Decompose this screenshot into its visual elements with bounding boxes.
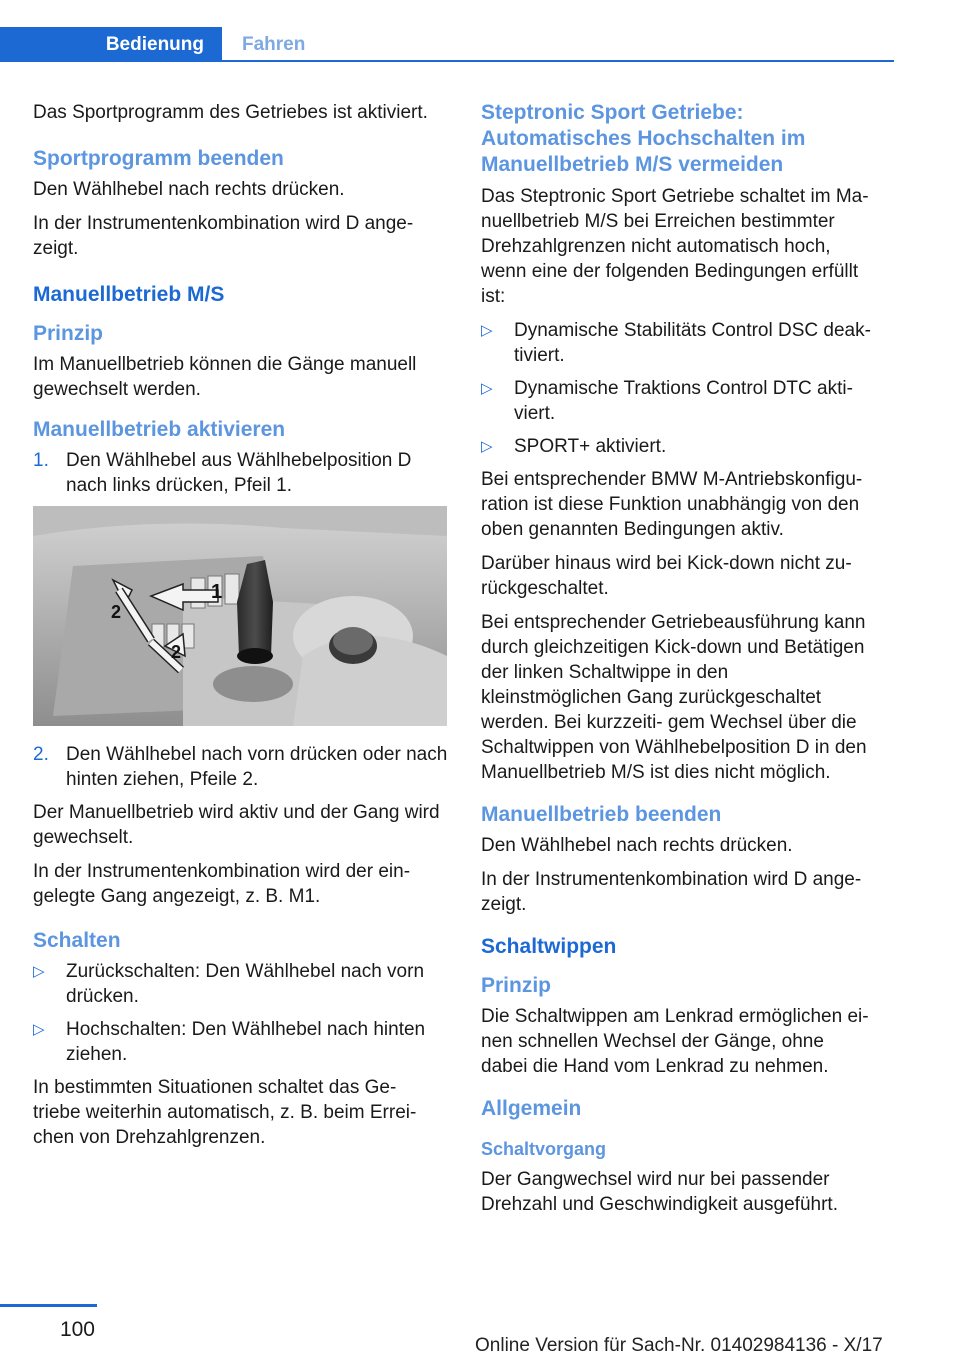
triangle-bullet-icon: ▷: [33, 1021, 45, 1038]
arrow-1-label: 1: [211, 581, 223, 603]
triangle-bullet-icon: ▷: [481, 380, 493, 397]
paragraph: In der Instrumentenkombination wird D ange‐ zeigt.: [481, 869, 862, 915]
tab-fahren[interactable]: Fahren: [222, 27, 894, 62]
paragraph: Den Wählhebel nach rechts drücken.: [481, 835, 793, 856]
gear-selector-image: [33, 506, 447, 726]
online-version-note: Online Version für Sach-Nr. 01402984136 - X/17: [475, 1335, 883, 1356]
paragraph: Im Manuellbetrieb können die Gänge manuell gewechselt werden.: [33, 354, 417, 400]
left-column: [33, 100, 449, 1159]
bullet-text: Zurückschalten: Den Wählhebel nach vorn drücken.: [66, 961, 425, 1007]
bullet-item: [33, 959, 449, 1009]
paragraph: Den Wählhebel nach rechts drücken.: [33, 179, 345, 200]
bullet-text: SPORT+ aktiviert.: [514, 436, 667, 457]
header-divider: [222, 60, 894, 62]
heading-manual: Manuellbetrieb M/S: [33, 283, 225, 306]
bullet-item: [481, 434, 871, 459]
paragraph: Bei entsprechender BMW M-Antriebskonfigu‐ ration ist diese Funktion unabhängig von den oben genannten Bedingungen aktiv.: [481, 469, 863, 540]
heading-schaltvorgang: Schaltvorgang: [481, 1139, 607, 1159]
step-item: [33, 448, 449, 498]
paragraph: In der Instrumentenkombination wird der ein‐ gelegte Gang angezeigt, z. B. M1.: [33, 861, 411, 907]
paragraph: Darüber hinaus wird bei Kick-down nicht zu‐ rückgeschaltet.: [481, 553, 852, 599]
paragraph: Das Steptronic Sport Getriebe schaltet im Ma‐ nuellbetrieb M/S bei Erreichen bestimmter Drehzahlgrenzen nicht automatisch hoch, wenn eine der folgenden Bedingungen erfüllt ist:: [481, 186, 869, 307]
paragraph: Die Schaltwippen am Lenkrad ermöglichen ei‐ nen schnellen Wechsel der Gänge, ohne dabei die Hand vom Lenkrad zu nehmen.: [481, 1006, 869, 1077]
paragraph: Der Manuellbetrieb wird aktiv und der Gang wird gewechselt.: [33, 802, 440, 848]
heading-sport-end: Sportprogramm beenden: [33, 147, 284, 170]
bullet-item: [33, 1017, 449, 1067]
page-number: 100: [59, 1318, 95, 1341]
triangle-bullet-icon: ▷: [481, 322, 493, 339]
step-number: 1.: [33, 450, 49, 471]
step-item: [33, 742, 449, 792]
tab-bedienung[interactable]: Bedienung: [0, 27, 222, 62]
step-number: 2.: [33, 744, 49, 765]
right-column: [481, 100, 871, 1226]
bullet-item: [481, 318, 871, 368]
step-text: Den Wählhebel nach vorn drücken oder nach hinten ziehen, Pfeile 2.: [66, 744, 448, 790]
footer-divider: [0, 1304, 97, 1307]
step-text: Den Wählhebel aus Wählhebelposition D nach links drücken, Pfeil 1.: [66, 450, 412, 496]
bullet-text: Dynamische Traktions Control DTC akti‐ viert.: [514, 378, 853, 424]
paragraph: In der Instrumentenkombination wird D ange‐ zeigt.: [33, 213, 414, 259]
heading-schaltwippen: Schaltwippen: [481, 935, 617, 958]
triangle-bullet-icon: ▷: [33, 963, 45, 980]
heading-steptronic: Steptronic Sport Getriebe: Automatisches Hochschalten im Manuellbetrieb M/S vermeiden: [481, 101, 806, 176]
paragraph: Das Sportprogramm des Getriebes ist aktiviert.: [33, 102, 428, 123]
arrow-2b-label: 2: [171, 642, 182, 662]
heading-manual-end: Manuellbetrieb beenden: [481, 803, 722, 826]
paragraph: Der Gangwechsel wird nur bei passender Drehzahl und Geschwindigkeit ausgeführt.: [481, 1169, 838, 1215]
heading-activate: Manuellbetrieb aktivieren: [33, 418, 286, 441]
bullet-item: [481, 376, 871, 426]
paragraph: In bestimmten Situationen schaltet das Ge‐ triebe weiterhin automatisch, z. B. beim Errei‐ chen von Drehzahlgrenzen.: [33, 1077, 417, 1148]
heading-prinzip: Prinzip: [481, 974, 552, 997]
bullet-text: Dynamische Stabilitäts Control DSC deak‐ tiviert.: [514, 320, 871, 366]
paragraph: Bei entsprechender Getriebeausführung kann durch gleichzeitigen Kick-down und Betätigen der linken Schaltwippe in den kleinstmöglichen Gang zurückgeschaltet werden. Bei kurzzeiti‐ gem Wechsel über die Schaltwippen von Wählhebelposition D in den Manuellbetrieb M/S ist dies nicht möglich.: [481, 612, 867, 783]
arrow-2a-label: 2: [111, 602, 122, 622]
bullet-text: Hochschalten: Den Wählhebel nach hinten ziehen.: [66, 1019, 426, 1065]
heading-schalten: Schalten: [33, 929, 121, 952]
heading-prinzip: Prinzip: [33, 322, 104, 345]
triangle-bullet-icon: ▷: [481, 438, 493, 455]
heading-allgemein: Allgemein: [481, 1097, 582, 1120]
